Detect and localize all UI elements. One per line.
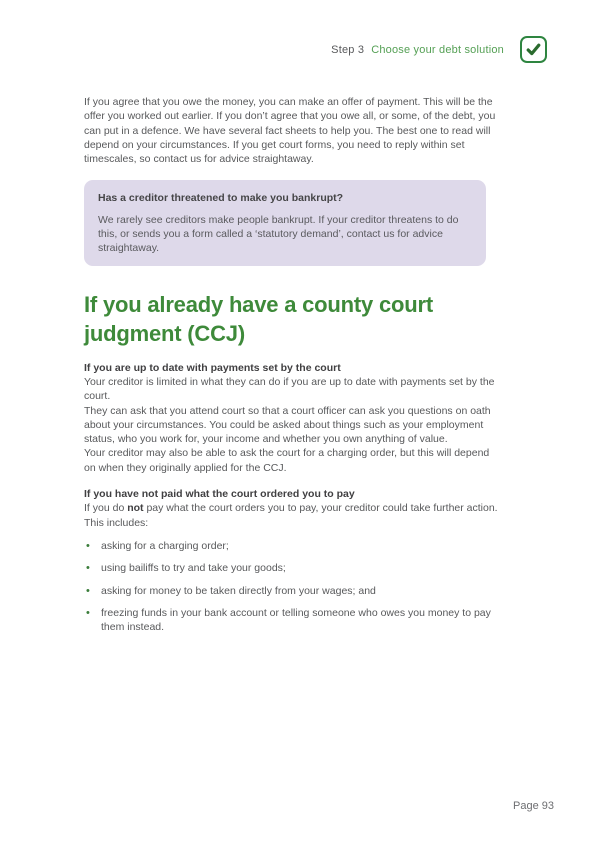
callout-body: We rarely see creditors make people bankrupt. If your creditor threatens to do this, or sends you a form called a ‘statutory demand’, contact us for advice straightaway. (98, 213, 459, 255)
intro-paragraph: If you agree that you owe the money, you can make an offer of payment. This will be the offer you worked out earlier. If you don’t agree that you owe all, or some, of the debt, you can put in a defence. We have several fact sheets to help you. The best one to read will depend on your circumstances. If you get court forms, you need to reply within set timescales, so contact us for advice straightaway. (84, 96, 496, 166)
subheading-not-paid: If you have not paid what the court ordered you to pay (84, 488, 355, 501)
header-text (331, 44, 504, 56)
list-item: • freezing funds in your bank account or telling someone who owes you money to pay them instead. (84, 606, 502, 635)
paragraph-attend-court: They can ask that you attend court so that a court officer can ask you questions on oath about your circumstances. You could be asked about things such as your employment status, who you work for, your income and whether you own anything of value. (84, 404, 491, 446)
paragraph-creditor-limited: Your creditor is limited in what they can do if you are up to date with payments set by the court. (84, 375, 495, 403)
list-item: • asking for a charging order; (84, 539, 502, 553)
header-section-title: Choose your debt solution (371, 43, 504, 56)
paragraph-further-action (84, 501, 502, 530)
checkmark-icon (520, 36, 547, 63)
step-label: Step 3 (331, 43, 365, 56)
list-item: • using bailiffs to try and take your goods; (84, 561, 502, 575)
page-header (331, 36, 547, 63)
callout-title: Has a creditor threatened to make you bankrupt? (98, 192, 344, 205)
subheading-up-to-date: If you are up to date with payments set by the court (84, 361, 341, 374)
further-action-prefix: If you do (84, 502, 128, 515)
paragraph-charging-order: Your creditor may also be able to ask the court for a charging order, but this will depend on when they originally applied for the CCJ. (84, 447, 490, 474)
section-heading-ccj: If you already have a county court judgment (CCJ) (84, 291, 433, 346)
further-action-list (84, 539, 502, 634)
list-item: • asking for money to be taken directly from your wages; and (84, 584, 502, 598)
further-action-suffix: pay what the court orders you to pay, your creditor could take further action. This includes: (84, 502, 498, 529)
page-number: Page 93 (513, 800, 554, 812)
content-column (84, 95, 502, 642)
bankruptcy-callout-box (84, 180, 486, 265)
further-action-bold-not: not (127, 502, 144, 515)
